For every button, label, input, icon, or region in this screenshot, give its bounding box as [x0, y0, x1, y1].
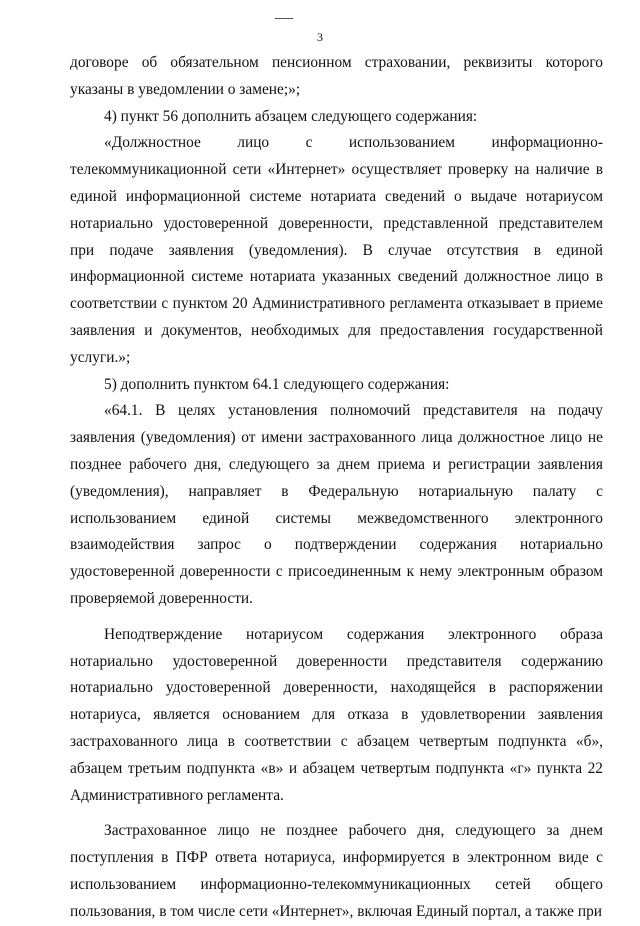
paragraph-continuation: договоре об обязательном пенсионном страховании, реквизиты которого указаны в уведомлении о замене;»; [70, 54, 603, 98]
paragraph-non-confirmation: Неподтверждение нотариусом содержания электронного образа нотариально удостоверенной доверенности представителя содержанию нотариально удостоверенной доверенности, находящейся в распоряжении нотариуса, является основанием для отказа в удовлетворении заявления застрахованного лица в соответствии с абзацем четвертым подпункта «б», абзацем третьим подпункта «в» и абзацем четвертым подпункта «г» пункта 22 Административного регламента. [70, 625, 603, 804]
paragraph-quote-56: «Должностное лицо с использованием информационно-телекоммуникационной сети «Интернет» осуществляет проверку на наличие в единой информационной системе нотариата сведений о выдаче нотариусом нотариально удостоверенной доверенности, представленной представителем при подаче заявления (уведомления). В случае отсутствия в единой информационной системе нотариата указанных сведений должностное лицо в соответствии с пунктом 20 Административного регламента отказывает в приеме заявления и документов, необходимых для предоставления государственной услуги.»; [70, 134, 603, 366]
document-body [70, 50, 603, 926]
paragraph-point-64-1: «64.1. В целях установления полномочий представителя на подачу заявления (уведомления) от имени застрахованного лица должностное лицо не позднее рабочего дня, следующего за днем приема и регистрации заявления (уведомления), направляет в Федеральную нотариальную палату с использованием единой системы межведомственного электронного взаимодействия запрос о подтверждении содержания нотариально удостоверенной доверенности с присоединенным к нему электронным образом проверяемой доверенности. [70, 402, 603, 607]
scan-mark [275, 18, 293, 19]
paragraph-item-4: 4) пункт 56 дополнить абзацем следующего содержания: [104, 107, 478, 125]
paragraph-insured-informed: Застрахованное лицо не позднее рабочего дня, следующего за днем поступления в ПФР ответа нотариуса, информируется в электронном виде с использованием информационно-телекоммуникационных сетей общего пользования, в том числе сети «Интернет», включая Единый портал, а также при [70, 822, 603, 920]
page-number: 3 [317, 30, 323, 44]
paragraph-item-5: 5) дополнить пунктом 64.1 следующего содержания: [104, 375, 450, 393]
